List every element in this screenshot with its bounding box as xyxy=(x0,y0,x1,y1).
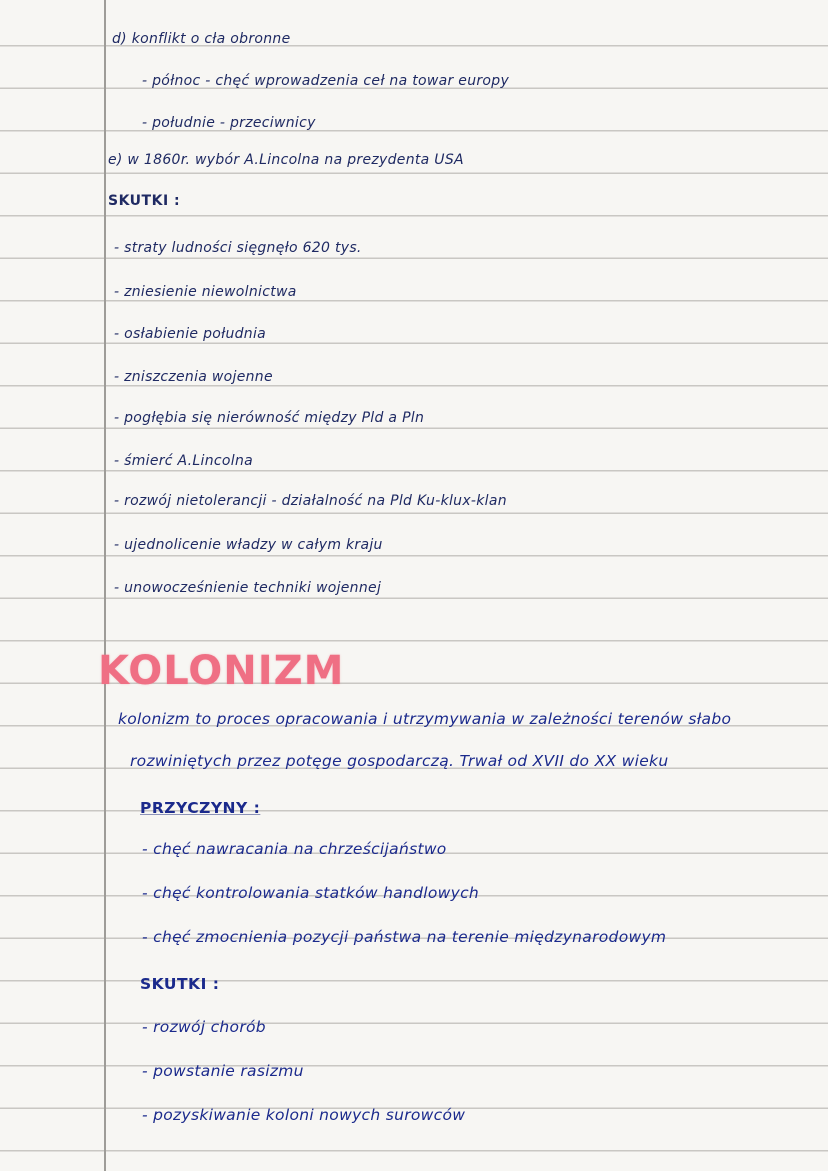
effects-label: SKUTKI : xyxy=(108,193,181,209)
margin-line xyxy=(104,0,106,1171)
cause-item: - chęć nawracania na chrześcijaństwo xyxy=(142,840,447,858)
effect-item: - zniesienie niewolnictwa xyxy=(114,284,297,300)
effect-item: - osłabienie południa xyxy=(114,326,267,342)
section-heading-kolonizm: KOLONIZM xyxy=(98,648,345,694)
definition-line-1: kolonizm to proces opracowania i utrzymywania w zależności terenów słabo xyxy=(118,710,732,728)
effect-item: - rozwój nietolerancji - działalność na Pld Ku-klux-klan xyxy=(114,493,507,509)
note-line-e: e) w 1860r. wybór A.Lincolna na prezydenta USA xyxy=(108,152,464,168)
note-line-d-south: - południe - przeciwnicy xyxy=(142,115,316,131)
note-line-d-title: d) konflikt o cła obronne xyxy=(112,31,291,47)
definition-line-2: rozwiniętych przez potęge gospodarczą. Trwał od XVII do XX wieku xyxy=(130,752,669,770)
effect-item: - pogłębia się nierówność między Pld a Pln xyxy=(114,410,425,426)
effect-item: - śmierć A.Lincolna xyxy=(114,453,253,469)
effect-item-2: - pozyskiwanie koloni nowych surowców xyxy=(142,1106,466,1124)
effect-item: - zniszczenia wojenne xyxy=(114,369,273,385)
effect-item: - straty ludności sięgnęło 620 tys. xyxy=(114,240,362,256)
effect-item-2: - rozwój chorób xyxy=(142,1018,266,1036)
note-line-d-north: - północ - chęć wprowadzenia ceł na towar europy xyxy=(142,73,510,89)
cause-item: - chęć zmocnienia pozycji państwa na terenie międzynarodowym xyxy=(142,928,667,946)
cause-item: - chęć kontrolowania statków handlowych xyxy=(142,884,480,902)
effect-item: - unowocześnienie techniki wojennej xyxy=(114,580,382,596)
effect-item-2: - powstanie rasizmu xyxy=(142,1062,304,1080)
causes-label: PRZYCZYNY : xyxy=(140,799,261,817)
effects-label-2: SKUTKI : xyxy=(140,975,220,993)
effect-item: - ujednolicenie władzy w całym kraju xyxy=(114,537,383,553)
